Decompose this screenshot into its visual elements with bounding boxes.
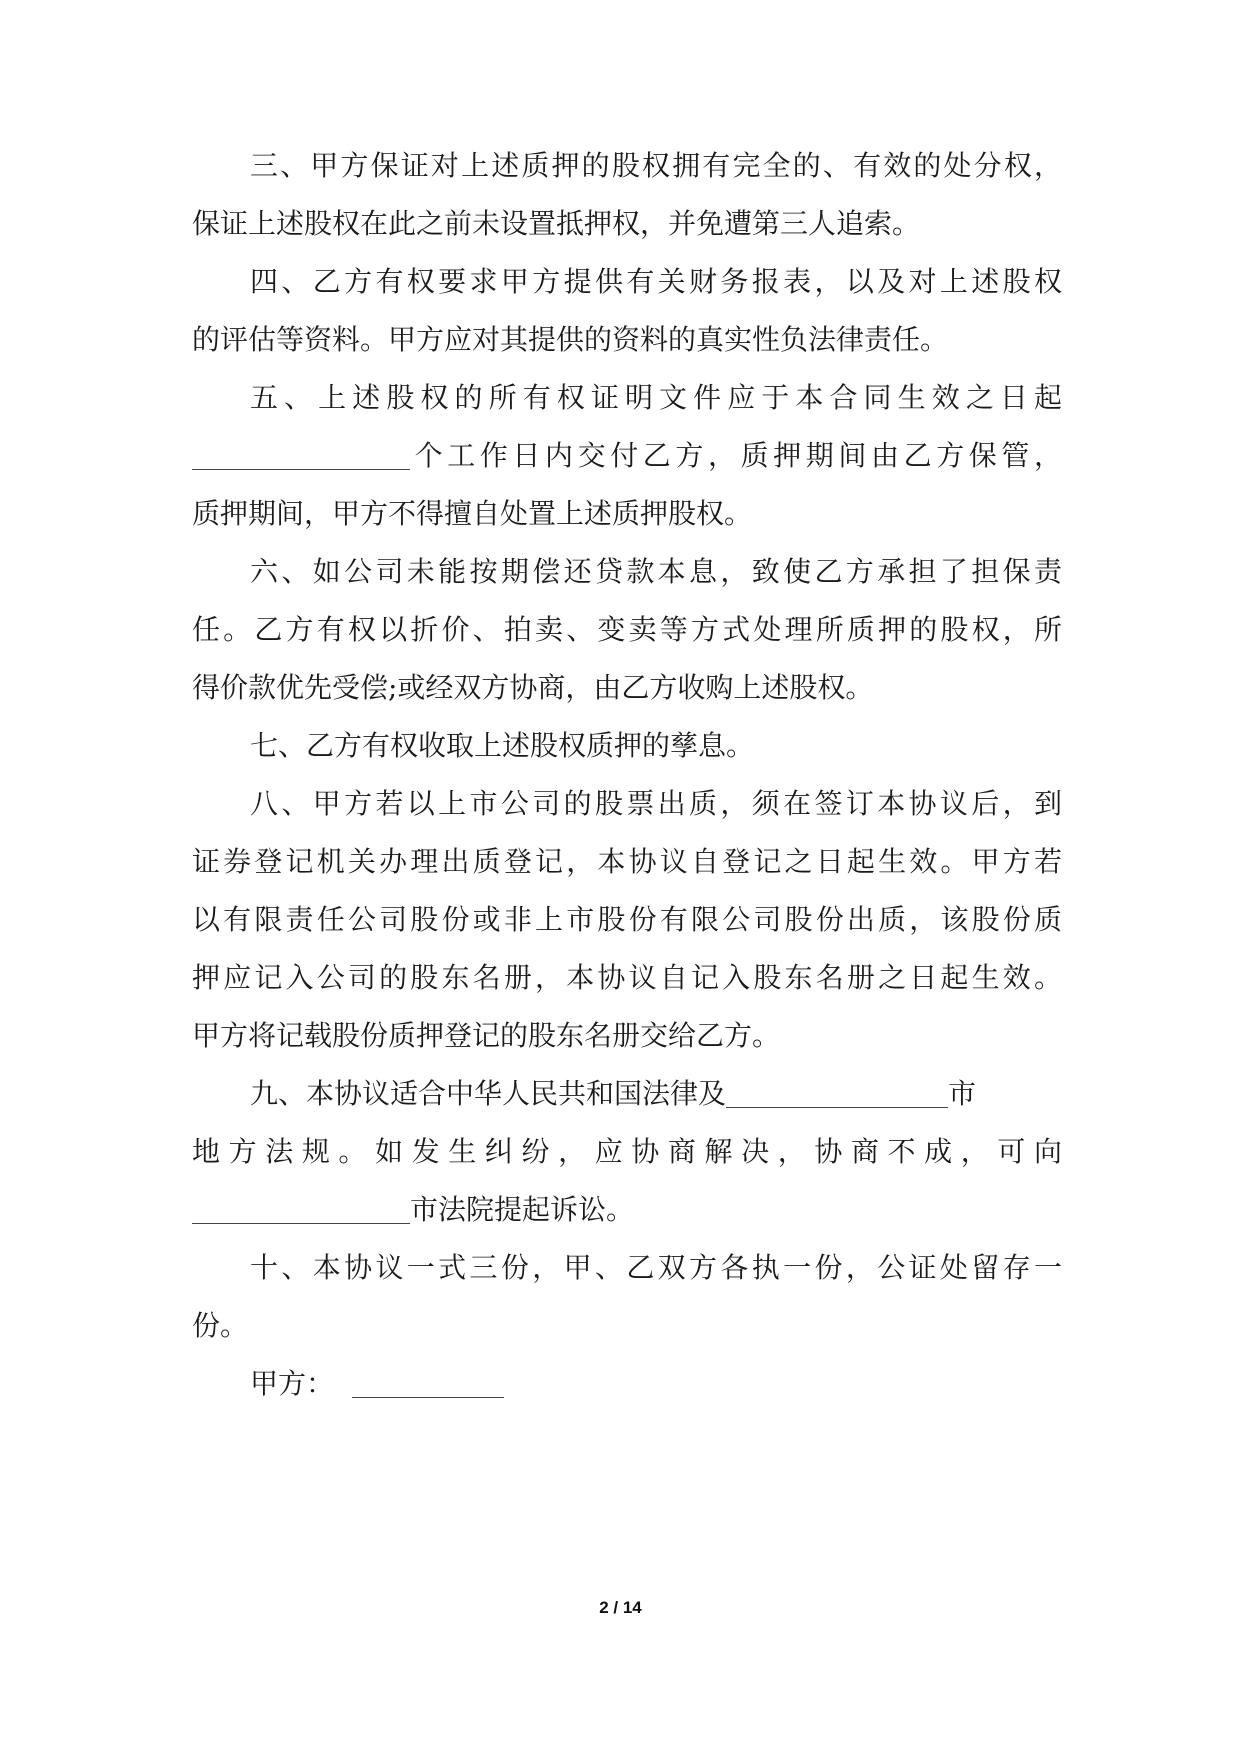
text-line: 地方法规。如发生纠纷，应协商解决，协商不成，可向	[192, 1135, 1062, 1168]
text-line: 甲方将记载股份质押登记的股东名册交给乙方。	[192, 1019, 781, 1052]
party-a-blank[interactable]	[352, 1363, 504, 1398]
text-line: 十、本协议一式三份，甲、乙双方各执一份，公证处留存一	[250, 1251, 1062, 1284]
text-line: 九、本协议适合中华人民共和国法律及 市	[192, 1070, 1062, 1118]
text-line: 个工作日内交付乙方，质押期间由乙方保管，	[192, 432, 1062, 480]
fill-in-blank[interactable]	[192, 435, 410, 470]
text-line: 八、甲方若以上市公司的股票出质，须在签订本协议后，到	[250, 787, 1062, 820]
text-line: 四、乙方有权要求甲方提供有关财务报表，以及对上述股权	[250, 265, 1062, 298]
text-line: 押应记入公司的股东名册，本协议自记入股东名册之日起生效。	[192, 961, 1062, 994]
text-line: 三、甲方保证对上述质押的股权拥有完全的、有效的处分权，	[250, 149, 1062, 182]
signature-line	[192, 1360, 1062, 1408]
page-number: 2 / 14	[599, 1598, 642, 1617]
text-line: 保证上述股权在此之前未设置抵押权，并免遭第三人追索。	[192, 207, 921, 240]
text-line: 以有限责任公司股份或非上市股份有限公司股份出质，该股份质	[192, 903, 1062, 936]
text-line: 任。乙方有权以折价、拍卖、变卖等方式处理所质押的股权，所	[192, 613, 1062, 646]
fill-in-blank[interactable]	[192, 1189, 410, 1224]
text-line: 市法院提起诉讼。	[192, 1186, 1062, 1234]
text-line: 份。	[192, 1309, 249, 1342]
text-line: 证券登记机关办理出质登记，本协议自登记之日起生效。甲方若	[192, 845, 1062, 878]
text-line: 七、乙方有权收取上述股权质押的孳息。	[250, 729, 755, 762]
text-line: 质押期间，甲方不得擅自处置上述质押股权。	[192, 497, 753, 530]
text-line: 得价款优先受偿;或经双方协商，由乙方收购上述股权。	[192, 671, 874, 704]
fill-in-blank[interactable]	[726, 1073, 948, 1108]
text-line: 的评估等资料。甲方应对其提供的资料的真实性负法律责任。	[192, 323, 949, 356]
text-line: 五、上述股权的所有权证明文件应于本合同生效之日起	[250, 381, 1062, 414]
text-line: 六、如公司未能按期偿还贷款本息，致使乙方承担了担保责	[250, 555, 1062, 588]
party-a-label: 甲方：	[250, 1367, 335, 1400]
